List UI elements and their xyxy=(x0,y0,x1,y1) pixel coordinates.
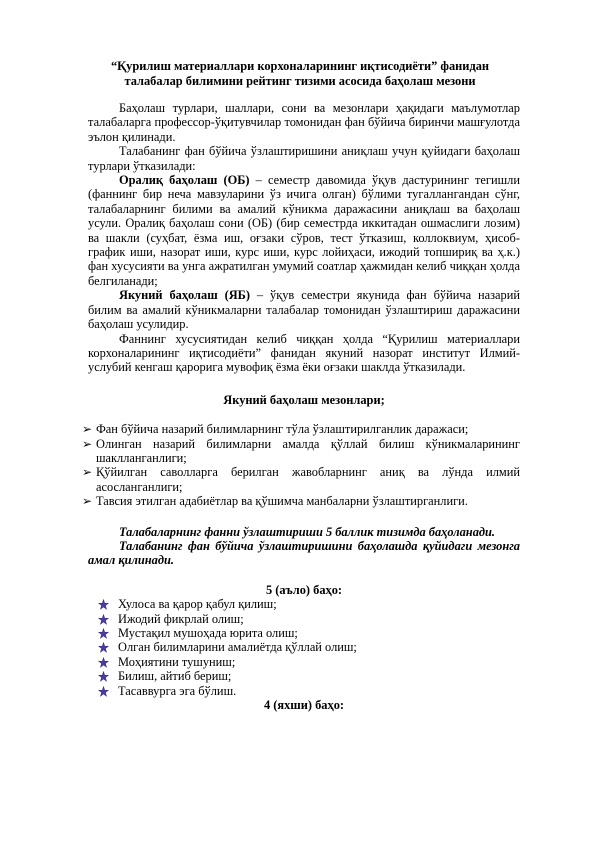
title-line-1: “Қурилиш материаллари корхоналарининг иқтисодиёти” фанидан xyxy=(110,59,490,73)
title-line-2: талабалар билимини рейтинг тизими асосида баҳолаш мезони xyxy=(124,74,476,88)
criteria-item-text: Тавсия этилган адабиётлар ва қўшимча манбаларни ўзлаштирганлиги. xyxy=(96,494,468,509)
criteria-item xyxy=(82,437,520,466)
star-bullet-icon xyxy=(98,671,109,682)
arrow-bullet-icon: ➢ xyxy=(82,494,93,509)
paragraph-intro: Баҳолаш турлари, шаллари, сони ва мезонлари ҳақидаги маълумотлар талабаларга профессор-ўқитувчилар томонидан фан бўйича биринчи машғулотда эълон қилинади. xyxy=(88,101,520,144)
star-bullet-icon xyxy=(98,686,109,697)
paragraph-final-assessment xyxy=(88,288,520,331)
criteria-heading: Якуний баҳолаш мезонлари; xyxy=(223,392,385,407)
interim-assessment-text: – семестр давомида ўқув дастурининг тегишли (фаннинг бир неча мавзуларини ўз ичига олган) бўлими тугаллангандан сўнг, талабаларнинг билими ва амалий кўникма даражасини аниқлаш ва баҳолаш усули. Оралиқ баҳолаш сони (ОБ) (бир семестрда иккитадан ошмаслиги лозим) ва шакли (суҳбат, ёзма иш, оғзаки сўров, тест ўтказиш, коллоквиум, ҳисоб-график иши, назорат иши, курс иши, курс лойиҳаси, ижодий топшириқ ва ҳ.к.) фан хусусияти ва унга ажратилган умумий соатлар ҳажмидан келиб чиққан ҳолда белгиланади; xyxy=(88,173,520,288)
document-title xyxy=(60,59,540,89)
grade-5-item xyxy=(88,655,520,669)
grade-5-item-text: Мустақил мушоҳада юрита олиш; xyxy=(118,626,298,640)
arrow-bullet-icon: ➢ xyxy=(82,465,93,480)
grade-5-item xyxy=(88,640,520,654)
paragraph-interim-assessment xyxy=(88,173,520,288)
star-bullet-icon xyxy=(98,599,109,610)
grade-5-item-text: Моҳиятини тушуниш; xyxy=(118,654,236,669)
star-bullet-icon xyxy=(98,642,109,653)
document-body xyxy=(82,101,520,713)
grade-5-heading: 5 (аъло) баҳо: xyxy=(265,582,343,597)
arrow-bullet-icon: ➢ xyxy=(82,436,93,451)
grade-5-item-text: Тасаввурга эга бўлиш. xyxy=(118,683,237,698)
interim-assessment-term: Оралиқ баҳолаш (ОБ) xyxy=(119,173,250,188)
grade-5-item xyxy=(88,684,520,698)
criteria-item-text: Олинган назарий билимларни амалда қўллай билиш кўникмаларининг шаклланганлиги; xyxy=(96,436,520,465)
grade-5-item xyxy=(88,597,520,611)
italic-note-grading-scale: Талабаларнинг фанни ўзлаштириши 5 баллик тизимда баҳоланади. xyxy=(119,524,496,539)
paragraph-final-control: Фаннинг хусусиятидан келиб чиққан ҳолда “Қурилиш материаллари корхоналарининг иқтисодиёти” фанидан якуний назорат институт Илмий-услубий кенгаш қарорига мувофиқ ёзма ёки оғзаки шаклда ўтказилади. xyxy=(88,331,520,375)
criteria-item xyxy=(82,465,520,494)
final-assessment-text: – ўқув семестри якунида фан бўйича назарий билим ва амалий кўникмаларни талабалар томонидан ўзлаштириш даражасини баҳолаш усулидир. xyxy=(88,288,520,332)
criteria-item xyxy=(82,494,520,508)
grade-5-item-text: Олган билимларини амалиётда қўллай олиш; xyxy=(118,640,357,655)
star-bullet-icon xyxy=(98,614,109,625)
criteria-item-text: Қўйилган саволларга берилган жавобларнинг аниқ ва лўнда илмий асосланганлиги; xyxy=(96,465,520,494)
criteria-item xyxy=(82,422,520,436)
arrow-bullet-icon: ➢ xyxy=(82,422,93,437)
criteria-item-text: Фан бўйича назарий билимларнинг тўла ўзлаштирилганлик даражаси; xyxy=(96,422,469,437)
grade-5-list xyxy=(88,597,520,698)
grade-5-item xyxy=(88,626,520,640)
grade-5-item-text: Хулоса ва қарор қабул қилиш; xyxy=(118,597,277,612)
paragraph-assessment-types: Талабанинг фан бўйича ўзлаштиришини аниқлаш учун қуйидаги баҳолаш турлари ўтказилади: xyxy=(88,144,520,173)
grade-5-item-text: Ижодий фикрлай олиш; xyxy=(118,611,244,626)
criteria-list xyxy=(82,422,520,509)
grade-5-item-text: Билиш, айтиб бериш; xyxy=(118,669,232,684)
star-bullet-icon xyxy=(98,628,109,639)
star-bullet-icon xyxy=(98,657,109,668)
grade-4-heading: 4 (яхши) баҳо: xyxy=(263,698,345,713)
final-assessment-term: Якуний баҳолаш (ЯБ) xyxy=(119,288,250,303)
grade-5-item xyxy=(88,669,520,683)
grade-5-item xyxy=(88,612,520,626)
italic-note-criteria: Талабанинг фан бўйича ўзлаштиришини баҳолашда қуйидаги мезонга амал қилинади. xyxy=(88,538,520,568)
